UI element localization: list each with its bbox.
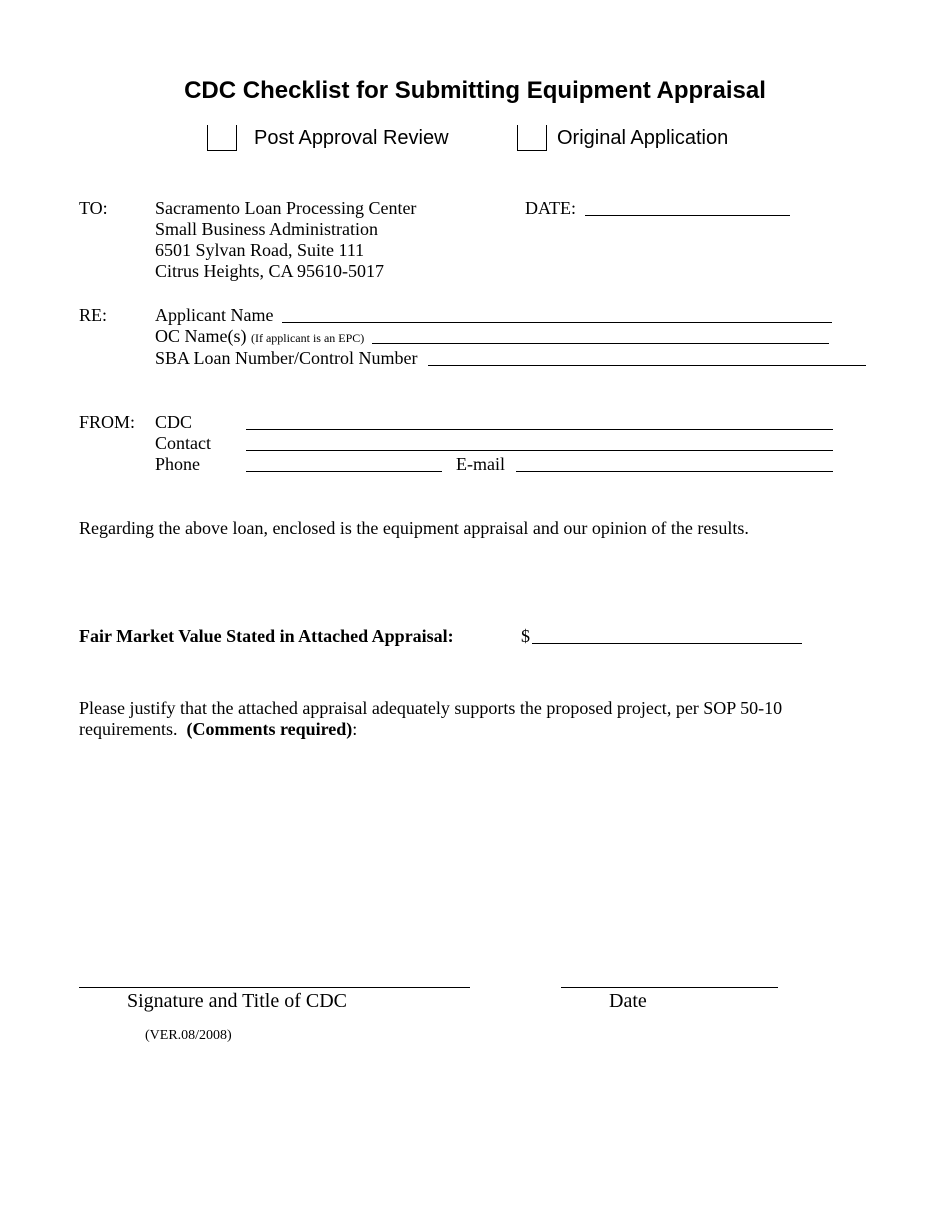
oc-names-label: OC Name(s) (155, 326, 247, 346)
date-field-line[interactable] (585, 215, 790, 216)
justify-line-2 (79, 718, 357, 740)
email-label: E-mail (456, 454, 505, 474)
to-line-2: Small Business Administration (155, 219, 379, 239)
loan-number-label: SBA Loan Number/Control Number (155, 348, 418, 368)
cdc-label: CDC (155, 412, 193, 432)
phone-field-line[interactable] (246, 471, 442, 472)
post-approval-label: Post Approval Review (254, 127, 449, 149)
to-line-4: Citrus Heights, CA 95610-5017 (155, 261, 385, 281)
to-label: TO: (79, 198, 108, 218)
applicant-name-field-line[interactable] (282, 322, 832, 323)
justify-requirements-text: requirements. (79, 719, 178, 739)
fair-market-field-line[interactable] (532, 643, 802, 644)
applicant-name-label: Applicant Name (155, 305, 274, 325)
fair-market-currency: $ (521, 626, 530, 646)
version-label: (VER.08/2008) (145, 1028, 232, 1043)
oc-names-field-line[interactable] (372, 343, 829, 344)
cdc-field-line[interactable] (246, 429, 833, 430)
to-line-3: 6501 Sylvan Road, Suite 111 (155, 240, 365, 260)
email-field-line[interactable] (516, 471, 833, 472)
contact-label: Contact (155, 433, 211, 453)
fair-market-label: Fair Market Value Stated in Attached Appraisal: (79, 626, 454, 646)
signature-date-field-line[interactable] (561, 987, 778, 988)
from-label: FROM: (79, 412, 136, 432)
oc-names-row (155, 325, 364, 349)
contact-field-line[interactable] (246, 450, 833, 451)
date-label: DATE: (525, 198, 576, 218)
signature-date-label: Date (609, 990, 647, 1012)
justify-line-1: Please justify that the attached appraisal adequately supports the proposed project, per SOP 50-10 (79, 698, 783, 718)
signature-label: Signature and Title of CDC (127, 990, 348, 1012)
original-application-checkbox[interactable] (517, 125, 547, 151)
comments-required-text: (Comments required) (186, 719, 353, 739)
oc-names-note: (If applicant is an EPC) (250, 331, 365, 345)
original-application-label: Original Application (557, 127, 729, 149)
regarding-text: Regarding the above loan, enclosed is the equipment appraisal and our opinion of the results. (79, 518, 749, 538)
comments-area[interactable] (79, 745, 869, 970)
page-title: CDC Checklist for Submitting Equipment Appraisal (184, 77, 766, 104)
re-label: RE: (79, 305, 108, 325)
to-line-1: Sacramento Loan Processing Center (155, 198, 417, 218)
justify-colon: : (352, 719, 358, 739)
phone-label: Phone (155, 454, 200, 474)
loan-number-field-line[interactable] (428, 365, 866, 366)
signature-field-line[interactable] (79, 987, 470, 988)
post-approval-checkbox[interactable] (207, 125, 237, 151)
